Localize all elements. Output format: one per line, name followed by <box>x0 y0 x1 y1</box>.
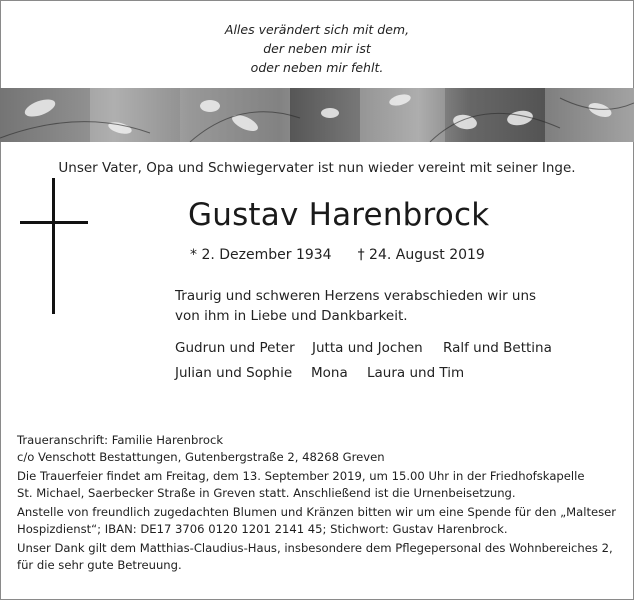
thanks-info <box>17 540 617 573</box>
mourning-line-1: Traurig und schweren Herzens verabschieden wir uns <box>175 288 537 304</box>
donation-info <box>17 504 617 537</box>
service-info <box>17 468 617 501</box>
footer-info <box>17 432 617 576</box>
intro-text: Unser Vater, Opa und Schwiegervater ist nun wieder vereint mit seiner Inge. <box>58 160 576 176</box>
service-line-1: Die Trauerfeier findet am Freitag, dem 13. September 2019, um 15.00 Uhr in der Friedhofskapelle <box>17 469 585 483</box>
birth-date: * 2. Dezember 1934 <box>190 247 332 263</box>
quote-line-1: Alles verändert sich mit dem, <box>224 22 410 37</box>
family-member: Ralf und Bettina <box>443 340 552 356</box>
service-line-2: St. Michael, Saerbecker Straße in Greven statt. Anschließend ist die Urnenbeisetzung. <box>17 485 516 500</box>
cross-horizontal-bar <box>20 221 88 224</box>
leaf-band-image <box>0 88 634 142</box>
family-member: Julian und Sophie <box>175 365 293 381</box>
family-member: Laura und Tim <box>367 365 465 381</box>
family-member: Mona <box>311 365 348 381</box>
cross-vertical-bar <box>52 178 55 314</box>
donation-line-2: Hospizdienst“; IBAN: DE17 3706 0120 1201 2141 45; Stichwort: Gustav Harenbrock. <box>17 521 508 536</box>
life-dates <box>190 247 485 263</box>
quote-line-2: der neben mir ist <box>263 41 371 56</box>
mourning-line-2: von ihm in Liebe und Dankbarkeit. <box>175 308 408 324</box>
thanks-line-2: für die sehr gute Betreuung. <box>17 557 182 572</box>
death-date: † 24. August 2019 <box>357 247 485 263</box>
thanks-line-1: Unser Dank gilt dem Matthias-Claudius-Haus, insbesondere dem Pflegepersonal des Wohnbereiches 2, <box>17 541 613 555</box>
mourning-text <box>175 286 536 326</box>
deceased-name: Gustav Harenbrock <box>188 197 490 233</box>
quote <box>0 20 634 77</box>
address-line-1: Traueranschrift: Familie Harenbrock <box>17 433 224 447</box>
donation-line-1: Anstelle von freundlich zugedachten Blumen und Kränzen bitten wir um eine Spende für den „Malteser <box>17 505 617 519</box>
quote-line-3: oder neben mir fehlt. <box>250 60 384 75</box>
decorative-leaf-band <box>0 88 634 142</box>
address-line-2: c/o Venschott Bestattungen, Gutenbergstraße 2, 48268 Greven <box>17 449 385 464</box>
funeral-address <box>17 432 617 465</box>
family-member: Jutta und Jochen <box>312 340 423 356</box>
family-member: Gudrun und Peter <box>175 340 295 356</box>
